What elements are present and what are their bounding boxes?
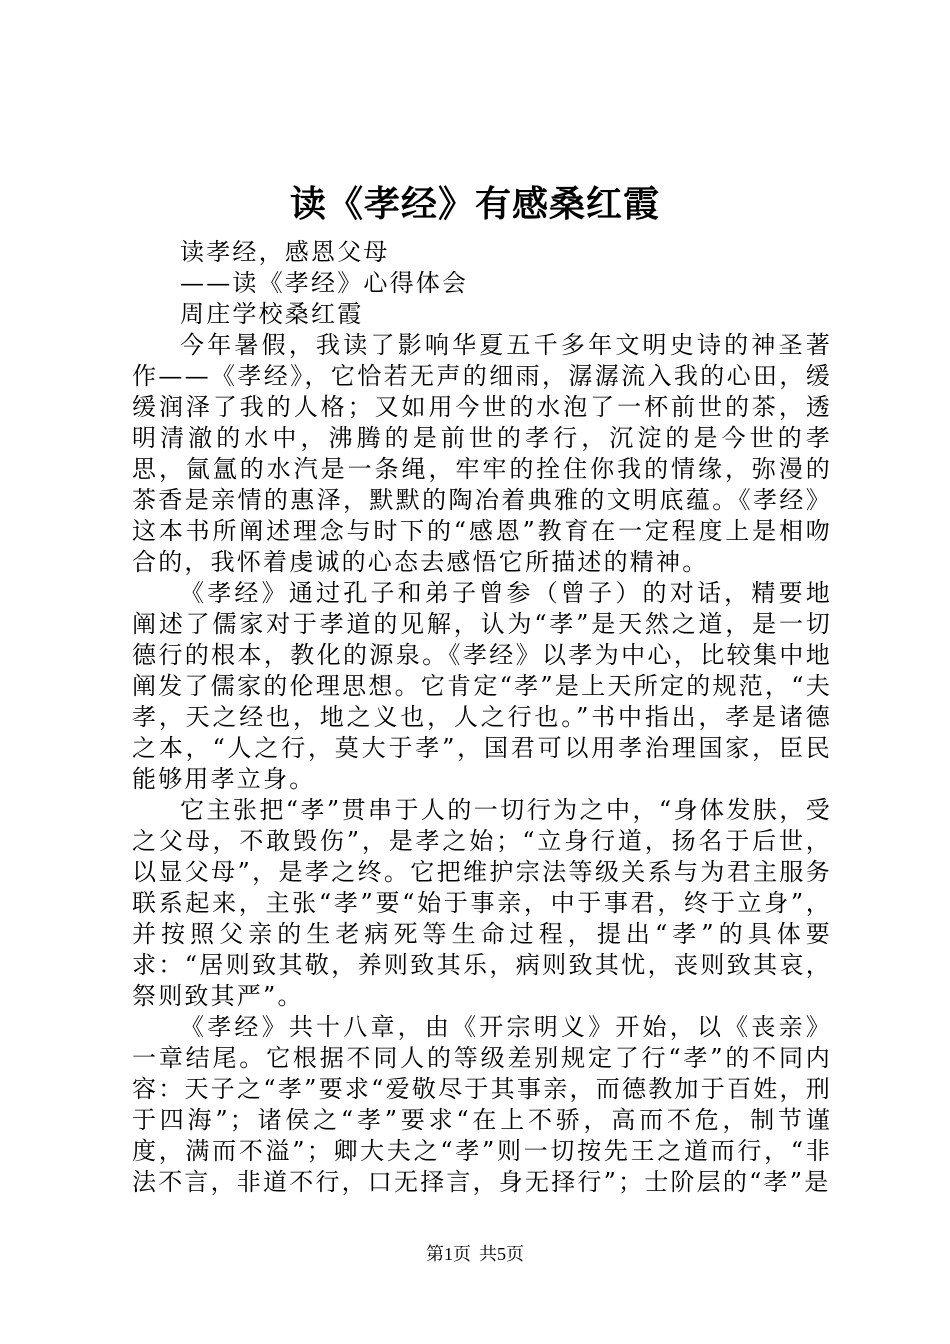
body-paragraph: 今年暑假，我读了影响华夏五千多年文明史诗的神圣著作——《孝经》，它恰若无声的细雨，潺潺流入我的心田，缓缓润泽了我的人格；又如用今世的水泡了一杯前世的茶，透明清澈的水中，沸腾的是前世的孝行，沉淀的是今世的孝思，氤氲的水汽是一条绳，牢牢的拴住你我的情缘，弥漫的茶香是亲情的惠泽，默默的陶冶着典雅的文明底蕴。《孝经》这本书所阐述理念与时下的“感恩”教育在一定程度上是相吻合的，我怀着虔诚的心态去感悟它所描述的精神。 — [132, 331, 832, 576]
document-title: 读《孝经》有感桑红霞 — [289, 184, 660, 225]
body-paragraph: 它主张把“孝”贯串于人的一切行为之中，“身体发肤，受之父母，不敢毁伤”，是孝之始；“立身行道，扬名于后世，以显父母”，是孝之终。它把维护宗法等级关系与为君主服务联系起来，主张“孝”要“始于事亲，中于事君，终于立身”，并按照父亲的生老病死等生命过程，提出“孝”的具体要求：“居则致其敬，养则致其乐，病则致其忧，丧则致其哀，祭则致其严”。 — [132, 796, 832, 1010]
author-line: 周庄学校桑红霞 — [180, 300, 364, 328]
subtitle-line: ——读《孝经》心得体会 — [180, 269, 469, 297]
page-total: 共5页 — [479, 1244, 524, 1264]
page-number: 第1页 — [426, 1244, 471, 1264]
body-paragraph: 《孝经》共十八章，由《开宗明义》开始，以《丧亲》一章结尾。它根据不同人的等级差别规定了行“孝”的不同内容：天子之“孝”要求“爱敬尽于其事亲，而德教加于百姓，刑于四海”；诸侯之“孝”要求“在上不骄，高而不危，制节谨度，满而不溢”；卿大夫之“孝”则一切按先王之道而行，“非法不言，非道不行，口无择言，身无择行”；士阶层的“孝”是 — [132, 1013, 832, 1196]
document-body — [132, 237, 832, 1198]
page-footer — [0, 1242, 950, 1266]
subtitle-line: 读孝经，感恩父母 — [180, 238, 390, 266]
body-paragraph: 《孝经》通过孔子和弟子曾参（曾子）的对话，精要地阐述了儒家对于孝道的见解，认为“孝”是天然之道，是一切德行的根本，教化的源泉。《孝经》以孝为中心，比较集中地阐发了儒家的伦理思想。它肯定“孝”是上天所定的规范，“夫孝，天之经也，地之义也，人之行也。”书中指出，孝是诸德之本，“人之行，莫大于孝”，国君可以用孝治理国家，臣民能够用孝立身。 — [132, 579, 832, 793]
